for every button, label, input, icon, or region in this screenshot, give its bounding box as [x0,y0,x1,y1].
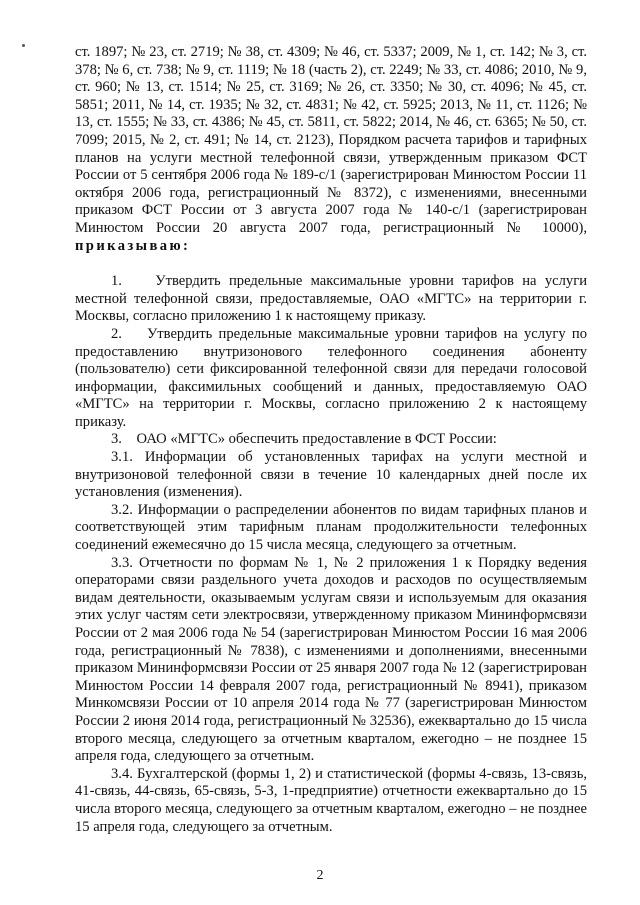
clause-3-2: 3.2. Информации о распределении абонентов по видам тарифных планов и соответствующей этим тарифным планам продолжительности телефонных соединений ежемесячно до 15 числа месяца, следующего за отчетным. [75,501,587,554]
document-body [75,44,587,836]
clause-3-4: 3.4. Бухгалтерской (формы 1, 2) и статистической (формы 4-связь, 13-связь, 41-связь, 44-связь, 65-связь, 5-З, 1-предприятие) отчетности ежеквартально до 15 числа второго месяца, следующего за отчетным кварталом, ежегодно – не позднее 15 апреля года, следующего за отчетным. [75,765,587,835]
clause-1: 1. Утвердить предельные максимальные уровни тарифов на услуги местной телефонной связи, предоставляемые, ОАО «МГТС» на территории г. Москвы, согласно приложению 1 к настоящему приказу. [75,273,587,325]
clause-3-1: 3.1. Информации об установленных тарифах на услуги местной и внутризоновой телефонной связи в течение 10 календарных дней после их установления (изменения). [75,449,587,501]
clause-3-3: 3.3. Отчетности по формам № 1, № 2 приложения 1 к Порядку ведения операторами связи раздельного учета доходов и расходов по осуществляемым видам деятельности, оказываемым услугам связи и используемым для оказания этих услуг частям сети электросвязи, утвержденному приказом Мининформсвязи России от 2 мая 2006 года № 54 (зарегистрирован Минюстом России 16 мая 2006 года, регистрационный № 7838), с изменениями и дополнениями, внесенными приказом Мининформсвязи России от 25 января 2007 года № 12 (зарегистрирован Минюстом России 14 февраля 2007 года, регистрационный № 8941), приказом Минкомсвязи России от 10 апреля 2014 года № 77 (зарегистрирован Минюстом России 2 июня 2014 года, регистрационный № 32536), ежеквартально до 15 числа второго месяца, следующего за отчетным кварталом, ежегодно – не позднее 15 апреля года, следующего за отчетным. [75,554,587,765]
clause-2: 2. Утвердить предельные максимальные уровни тарифов на услугу по предоставлению внутризонового телефонного соединения абоненту (пользователю) сети фиксированной телефонной связи для передачи голосовой информации, факсимильных сообщений и данных, предоставляемую ОАО «МГТС» на территории г. Москвы, согласно приложению 2 к настоящему приказу. [75,325,587,430]
intro-paragraph [75,44,587,255]
clause-3: 3. ОАО «МГТС» обеспечить предоставление в ФСТ России: [111,431,497,448]
intro-text: ст. 1897; № 23, ст. 2719; № 38, ст. 4309; № 46, ст. 5337; 2009, № 1, ст. 142; № 3, ст. 378; № 6, ст. 738; № 9, ст. 1119; № 18 (часть 2), ст. 2249; № 33, ст. 4086; 2010, № 9, ст. 960; № 13, ст. 1514; № 25, ст. 3169; № 26, ст. 3350; № 30, ст. 4096; № 45, ст. 5851; 2011, № 14, ст. 1935; № 32, ст. 4831; № 42, ст. 5925; 2013, № 11, ст. 1126; № 13, ст. 1555; № 33, ст. 4386; № 45, ст. 5811, ст. 5822; 2014, № 46, ст. 6365; № 50, ст. 7099; 2015, № 2, ст. 491; № 14, ст. 2123), Порядком расчета тарифов и тарифных планов на услуги местной телефонной связи, утвержденным приказом ФСТ России от 5 сентября 2006 года № 189-с/1 (зарегистрирован Минюстом России 11 октября 2006 года, регистрационный № 8372), с изменениями, внесенными приказом ФСТ России от 3 августа 2007 года № 140-с/1 (зарегистрирован Минюстом России 20 августа 2007 года, регистрационный № 10000), [75,44,587,236]
order-keyword: приказываю: [75,237,191,254]
page-number: 2 [316,868,324,883]
scan-speck [22,44,25,47]
